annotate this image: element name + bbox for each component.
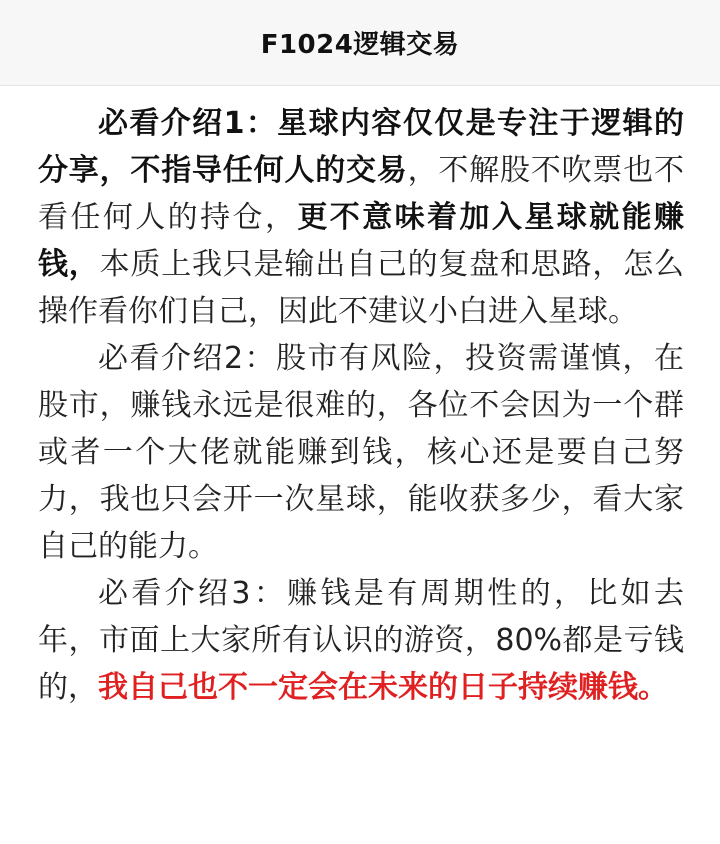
title-bar xyxy=(0,0,720,86)
intro-2-text: 必看介绍2：股市有风险，投资需谨慎，在股市，赚钱永远是很难的，各位不会因为一个群或者一个大佬就能赚到钱，核心还是要自己努力，我也只会开一次星球，能收获多少，看大家自己的能力。 xyxy=(38,341,684,564)
page-title: F1024逻辑交易 xyxy=(260,30,460,60)
intro-1-text: ，不解股不吹票也不看任何人的持仓， xyxy=(38,153,685,235)
paragraph-intro-1 xyxy=(38,100,684,335)
intro-1-bold-warning: 更不意味着加入星球就能赚钱， xyxy=(38,200,685,282)
paragraph-intro-3 xyxy=(38,570,684,711)
intro-3-red-warning: 我自己也不一定会在未来的日子持续赚钱。 xyxy=(98,670,668,705)
intro-1-bold-statement: 必看介绍1：星球内容仅仅是专注于逻辑的分享，不指导任何人的交易 xyxy=(38,106,684,188)
article-content xyxy=(0,86,720,711)
intro-3-text: 必看介绍3：赚钱是有周期性的，比如去年，市面上大家所有认识的游资，80%都是亏钱的， xyxy=(38,576,684,705)
intro-1-text-2: 本质上我只是输出自己的复盘和思路，怎么操作看你们自己，因此不建议小白进入星球。 xyxy=(38,247,685,329)
paragraph-intro-2 xyxy=(38,335,684,570)
